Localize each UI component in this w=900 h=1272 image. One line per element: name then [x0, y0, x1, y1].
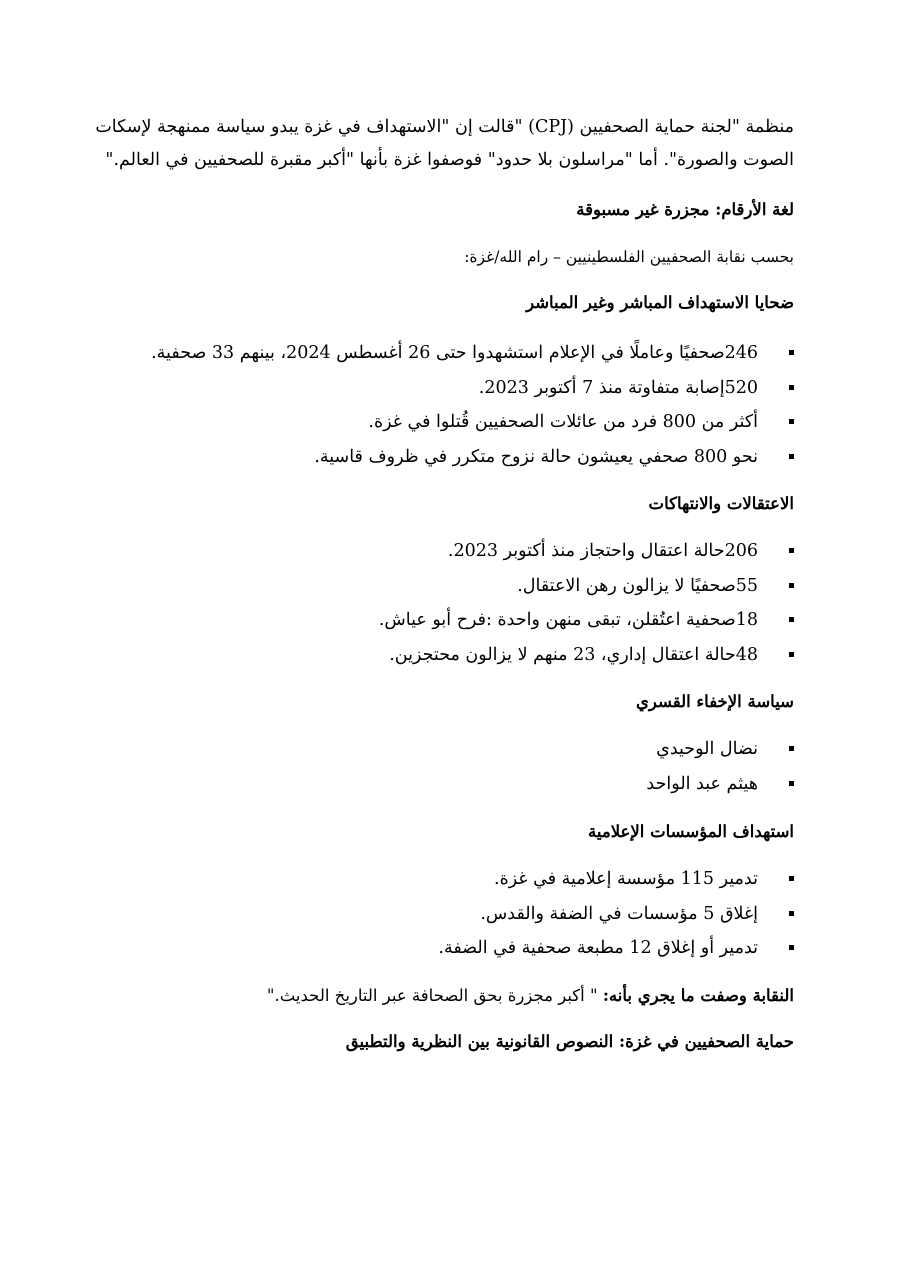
list-item: 520إصابة متفاوتة منذ 7 أكتوبر 2023. — [94, 371, 794, 406]
syndicate-quote: " أكبر مجزرة بحق الصحافة عبر التاريخ الحديث." — [266, 986, 603, 1005]
arrests-heading: الاعتقالات والانتهاكات — [648, 494, 794, 513]
bullet-icon — [789, 350, 794, 355]
media-list — [94, 862, 794, 966]
bullet-icon — [789, 876, 794, 881]
disappearance-heading: سياسة الإخفاء القسري — [635, 692, 794, 711]
bullet-icon — [789, 385, 794, 390]
arrests-list — [94, 534, 794, 672]
list-item: هيثم عبد الواحد — [94, 767, 794, 802]
list-item: تدمير أو إغلاق 12 مطبعة صحفية في الضفة. — [94, 931, 794, 966]
list-item: نضال الوحيدي — [94, 732, 794, 767]
victims-list — [94, 336, 794, 474]
list-item: 18صحفية اعتُقلن، تبقى منهن واحدة :فرح أبو عياش. — [94, 603, 794, 638]
list-item: تدمير 115 مؤسسة إعلامية في غزة. — [94, 862, 794, 897]
numbers-heading: لغة الأرقام: مجزرة غير مسبوقة — [576, 200, 794, 219]
protection-heading: حماية الصحفيين في غزة: النصوص القانونية بين النظرية والتطبيق — [345, 1032, 794, 1051]
bullet-icon — [789, 617, 794, 622]
media-heading: استهداف المؤسسات الإعلامية — [588, 822, 794, 841]
bullet-icon — [789, 454, 794, 459]
list-item: 48حالة اعتقال إداري، 23 منهم لا يزالون محتجزين. — [94, 638, 794, 673]
list-item: 246صحفيًا وعاملًا في الإعلام استشهدوا حتى 26 أغسطس 2024، بينهم 33 صحفية. — [94, 336, 794, 371]
list-item: إغلاق 5 مؤسسات في الضفة والقدس. — [94, 897, 794, 932]
bullet-icon — [789, 548, 794, 553]
list-item: 55صحفيًا لا يزالون رهن الاعتقال. — [94, 569, 794, 604]
intro-line-2: الصوت والصورة". أما "مراسلون بلا حدود" فوصفوا غزة بأنها "أكبر مقبرة للصحفيين في العالم." — [105, 150, 794, 170]
bullet-icon — [789, 652, 794, 657]
syndicate-lead: النقابة وصفت ما يجري بأنه: — [602, 986, 794, 1005]
list-item: أكثر من 800 فرد من عائلات الصحفيين قُتلوا في غزة. — [94, 405, 794, 440]
victims-heading: ضحايا الاستهداف المباشر وغير المباشر — [526, 293, 794, 312]
bullet-icon — [789, 419, 794, 424]
intro-paragraph — [94, 111, 794, 177]
bullet-icon — [789, 583, 794, 588]
bullet-icon — [789, 781, 794, 786]
syndicate-statement — [94, 983, 794, 1009]
bullet-icon — [789, 945, 794, 950]
source-line: بحسب نقابة الصحفيين الفلسطينيين – رام الله/غزة: — [464, 248, 794, 266]
bullet-icon — [789, 746, 794, 751]
intro-line-1: منظمة "لجنة حماية الصحفيين (CPJ) "قالت إن "الاستهداف في غزة يبدو سياسة ممنهجة لإسكات — [95, 117, 794, 137]
list-item: نحو 800 صحفي يعيشون حالة نزوح متكرر في ظروف قاسية. — [94, 440, 794, 475]
bullet-icon — [789, 911, 794, 916]
disappearance-list — [94, 732, 794, 801]
list-item: 206حالة اعتقال واحتجاز منذ أكتوبر 2023. — [94, 534, 794, 569]
